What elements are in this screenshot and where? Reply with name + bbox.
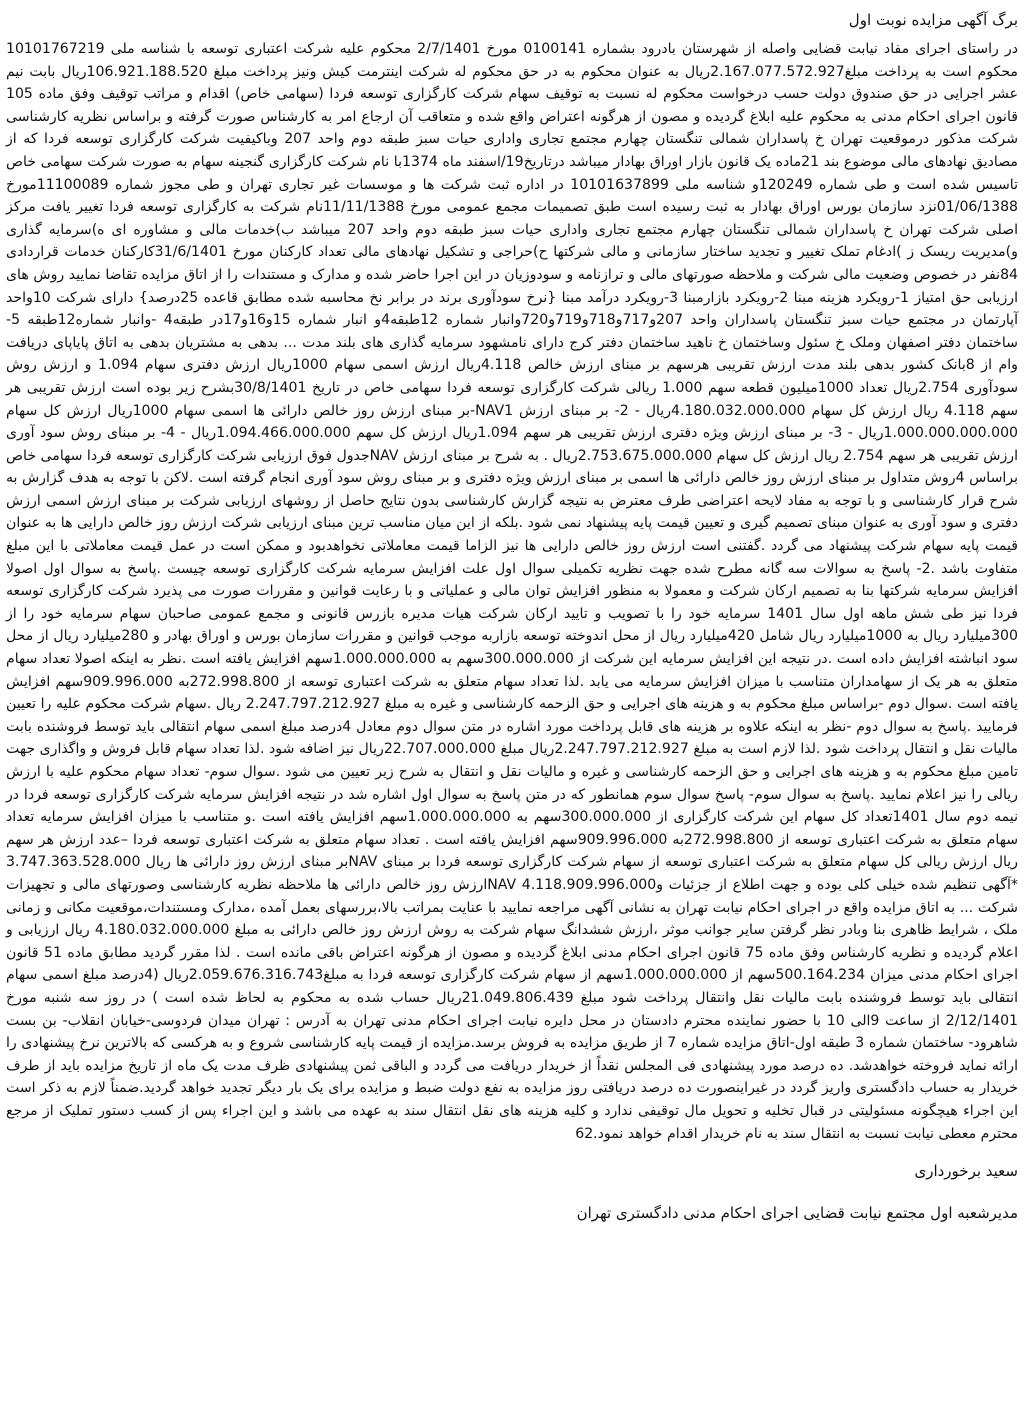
signer-name: سعید برخورداری [914,1162,1018,1181]
notice-body: در راستای اجرای مفاد نیابت قضایی واصله از شهرستان بادرود بشماره 0100141 مورخ 2/7/1401 محکوم علیه شرکت اعتباری توسعه با شناسه ملی 10101767219 محکوم است به پرداخت مبلغ2.167.077.572.927ریال به عنوان محکوم به در حق محکوم له شرکت اینترمت کیش ونیز پرداخت مبلغ 106.921.188.520ریال بابت نیم عشر اجرایی در حق صندوق دولت حسب درخواست محکوم له نسبت به توقیف سهام شرکت کارگزاری توسعه فردا (سهامی خاص) اقدام و مراتب توقیف وفق ماده 105 قانون اجرای احکام مدنی به محکوم علیه ابلاغ گردیده و مصون از هرگونه اعتراض واقع شده و متعاقب آن ارجاع امر به کارشناس صورت گرفته و براساس نظریه کارشناسی شرکت مذکور درموقعیت تهران خ پاسداران شمالی تنگستان چهارم مجتمع تجاری واداری حیات سبز طبقه دوم واحد 207 وباکیفیت شرکت کارگزاری توسعه فردا که از مصادیق نهادهای مالی موضوع بند 21ماده یک قانون بازار اوراق بهادار میباشد درتاریخ19/اسفند ماه 1374با نام شرکت کارگزاری گنجینه سهام به صورت شرکت سهامی خاص تاسیس شده است و طی شماره 120249و شناسه ملی 10101637899 در اداره ثبت شرکت ها و موسسات غیر تجاری تهران و طی مجوز شماره 11100089مورخ 01/06/1388نزد سازمان بورس اوراق بهادار به ثبت رسیده است طبق تصمیمات مجمع عمومی مورخ 11/11/1388نام شرکت به کارگزاری توسعه فردا تغییر یافت مرکز اصلی شرکت تهران خ پاسداران شمالی تنگستان چهارم مجتمع تجاری واداری حیات سبز طبقه دوم واحد 207 میباشد ب)خدمات مالی و مشاوره ای ه)سرمایه گذاری و)مدیریت ریسک ز )ادغام تملک تغییر و تجدید ساختار سازمانی و مالی شرکتها ح)حراجی و تشکیل نهادهای مالی تعداد کارکنان مورخ 31/6/1401کارکنان خدمات قراردادی 84نفر در خصوص وضعیت مالی شرکت و ملاحظه صورتهای مالی و ترازنامه و سودوزیان در این اجرا حاضر شده و مدارک و مستندات را از اتاق مزایده تقاضا نمایید روش های ارزیابی حق امتیاز 1-رویکرد هزینه مبنا 2-رویکرد بازارمبنا 3-رویکرد درآمد مبنا {نرخ سودآوری برند در برابر نخ محاسبه شده مطابق قاعده 25درصد} دارای شرکت 10واحد آپارتمان در مجتمع حیات سبز تنگستان پاسداران واحد 207و717و718و719و720وانبار شماره 12طبقه4و انبار شماره 15و16و17در طبقه4 -وانبار شماره12طبقه 5- ساختمان دفتر اصفهان وملک خ سئول وساختمان خ ناهید ساختمان دفتر کرج دارای نامشهود سرمایه گذاری های بلند مدت ... بدهی به مشتریان بدهی به اتاق پایاپای دریافت وام از 8بانک کشور بدهی بلند مدت ارزش تقریبی هرسهم بر مبنای ارزش خالص 4.118ریال ارزش اسمی سهام 1000ریال ارزش دفتری سهام 1.094 و ارزش روش سودآوری 2.754ریال تعداد 1000میلیون قطعه سهم 1.000 ریالی شرکت کارگزاری توسعه فردا سهامی خاص در تاریخ 30/8/1401بشرح زیر بوده است ارزش تقریبی هر سهم 4.118 ریال ارزش کل سهام 4.180.032.000.000ریال - 2- بر مبنای ارزش NAV1-بر مبنای ارزش روز خالص دارائی ها اسمی سهام 1000ریال ارزش کل سهام 1.000.000.000.000ریال - 3- بر مبنای ارزش ویژه دفتری ارزش تقریبی هر سهم 1.094ریال ارزش کل سهم 1.094.466.000.000ریال - 4- بر مبنای روش سود آوری ارزش تقریبی هر سهم 2.754 ریال ارزش کل سهام 2.753.675.000.000ریال . به شرح بر مبنای ارزش NAVجدول فوق ارزیابی شرکت کارگزاری توسعه فردا سهامی خاص براساس 4روش متداول بر مبنای ارزش روز خالص دارائی ها اسمی بر مبنای ارزش ویژه دفتری و بر مبنای روش سود آوری انجام گرفته است .لاکن با توجه به هدف گزارش به شرح قرار کارشناسی و با توجه به مفاد لایحه اعتراضی طرف معترض به نتیجه گزارش کارشناسی بدون نتایج حاصل از روشهای ارزیابی شرکت بر مبنای ارزش اسمی ارزش دفتری و سود آوری به عنوان مبنای تصمیم گیری و تعیین قیمت پایه پیشنهاد نمی شود .بلکه از این میان مناسب ترین مبنای ارزیابی شرکت ارزش روز خالص دارایی ها به عنوان قیمت پایه سهام شرکت پیشنهاد می گردد .گفتنی است ارزش روز خالص دارایی ها نیز الزاما قیمت معاملاتی نخواهدبود و ممکن است در عمل قیمت معاملاتی با این مبلغ متفاوت باشد .2- پاسخ به سوالات سه گانه مطرح شده جهت نظریه تکمیلی سوال اول علت افزایش سرمایه شرکت کارگزاری توسعه چیست .پاسخ به سوال اول اصولا افزایش سرمایه شرکتها بنا به تصمیم ارکان شرکت و معمولا به منظور افزایش توان مالی و عملیاتی و با رعایت قوانین و مقررات صورت می پذیرد شرکت کارگزاری توسعه فردا نیز طی شش ماهه اول سال 1401 سرمایه خود را با تصویب و تایید ارکان شرکت هیات مدیره بازرس قانونی و مجمع عمومی صاحبان سهام سرمایه خود را از 300میلیارد ریال به 1000میلیارد ریال شامل 420میلیارد ریال از محل اندوخته توسعه بازاربه موجب قوانین و مقررات سازمان بورس و اوراق بهادر و 280میلیارد ریال از محل سود انباشته افزایش داده است .در نتیجه این افزایش سرمایه این شرکت از 300.000.000سهم به 1.000.000.000سهم افزایش یافته است .نظر به اینکه اصولا تعداد سهام متعلق به هر یک از سهامداران متناسب با میزان افزایش سرمایه می یابد .لذا تعداد سهام متعلق به شرکت اعتباری توسعه از 272.998.800به 909.996.000سهم افزایش یافته است .سوال دوم -براساس مبلغ محکوم به و هزینه های اجرایی و حق الزحمه کارشناسی و غیره به مبلغ 2.247.797.212.927 ریال .سهام شرکت محکوم علیه را تعیین فرمایید .پاسخ به سوال دوم -نظر به اینکه علاوه بر هزینه های قابل پرداخت مورد اشاره در متن سوال دوم معادل 4درصد مبلغ اسمی سهام انتقالی باید توسط فروشنده بابت مالیات نقل و انتقال پرداخت شود .لذا لازم است به مبلغ 2.247.797.212.927ریال مبلغ 22.707.000.000ریال نیز اضافه شود .لذا تعداد سهام قابل فروش و واگذاری جهت تامین مبلغ محکوم به و هزینه های اجرایی و حق الزحمه کارشناسی و غیره و مالیات نقل و انتقال به شرح زیر تعیین می شود .سوال سوم- تعداد سهام محکوم علیه با ارزش ریالی را نیز اعلام نمایید .پاسخ به سوال سوم- پاسخ سوال سوم همانطور که در متن پاسخ به سوال اول اشاره شد در نتیجه افزایش سرمایه شرکت کارگزاری توسعه فردا در نیمه دوم سال 1401تعداد کل سهام این شرکت کارگزاری از 300.000.000سهم به 1.000.000.000سهم افزایش یافته است .و متناسب با میزان افزایش سرمایه تعداد سهام متعلق به شرکت اعتباری توسعه از 272.998.800به 909.996.000سهم افزایش یافته است . تعداد سهام متعلق به شرکت اعتباری توسعه فردا –عدد ارزش هر سهم ریال ارزش ریالی کل سهام متعلق به شرکت اعتباری توسعه از سهام شرکت کارگزاری توسعه فردا بر مبنای NAVبر مبنای ارزش روز دارائی ها ریال 3.747.363.528.000 *آگهی تنظیم شده خیلی کلی بوده و جهت اطلاع از جزئیات و4.118.909.996.000 NAVارزش روز خالص دارائی ها ملاحظه نظریه کارشناسی وصورتهای مالی و تجهیزات شرکت ... به اتاق مزایده واقع در اجرای احکام نیابت تهران به نشانی آگهی مراجعه نمایید با عنایت بمراتب بالا،بررسهای بعمل آمده ،مدارک ومستندات،موقعیت مکانی و زمانی ملک ، شرایط ظاهری بنا وبادر نظر گرفتن سایر جوانب موثر ،ارزش ششدانگ سهام شرکت به روش ارزش روز خالص دارائی به مبلغ 4.180.032.000.000 ریال ارزیابی و اعلام گردیده و نظریه کارشناس وفق ماده 75 قانون اجرای احکام مدنی ابلاغ گردیده و مصون از هرگونه اعتراض باقی مانده است . لذا مقرر گردید مطابق ماده 51 قانون اجرای احکام مدنی میزان 500.164.234سهم از 1.000.000.000سهم از سهام شرکت کارگزاری توسعه فردا به مبلغ2.059.676.316.743ریال (4درصد مبلغ اسمی سهام انتقالی باید توسط فروشنده بابت مالیات نقل وانتقال پرداخت شود مبلغ 21.049.806.439ریال حساب شده به محکوم به لحاظ شده است ) در روز سه شنبه مورخ 2/12/1401 از ساعت 9الی 10 با حضور نماینده محترم دادستان در محل دایره نیابت اجرای احکام مدنی تهران به آدرس : تهران میدان فردوسی-خیابان انقلاب- بن بست شاهرود- ساختمان شماره 3 طبقه اول-اتاق مزایده شماره 7 از طریق مزایده به فروش برسد.مزایده از قیمت پایه کارشناسی شروع و به هرکسی که بالاترین نرخ پیشنهادی را ارائه نماید فروخته خواهدشد. ده درصد مورد پیشنهادی فی المجلس نقداً از خریدار دریافت می گردد و الباقی ثمن پیشنهادی ظرف مدت یک ماه از تاریخ مزایده باید از طرف خریدار به حساب دادگستری واریز گردد در غیراینصورت ده درصد دریافتی روز مزایده به نفع دولت ضبط و مزایده برای یک بار دیگر تجدید خواهد گردید.ضمناً لازم به ذکر است این اجراء هیچگونه مسئولیتی در قبال تخلیه و تحویل مال توقیفی ندارد و کلیه هزینه های نقل انتقال سند به عهده می باشد و این اجراء پس از کسب دستور تملیک از مرجع محترم معطی نیابت نسبت به انتقال سند به نام خریدار اقدام خواهد نمود.62 [6,41,1019,1142]
notice-title: برگ آگهی مزایده نوبت اول [848,11,1018,29]
signer-title: مدیرشعبه اول مجتمع نیابت قضایی اجرای احکام مدنی دادگستری تهران [576,1204,1018,1223]
